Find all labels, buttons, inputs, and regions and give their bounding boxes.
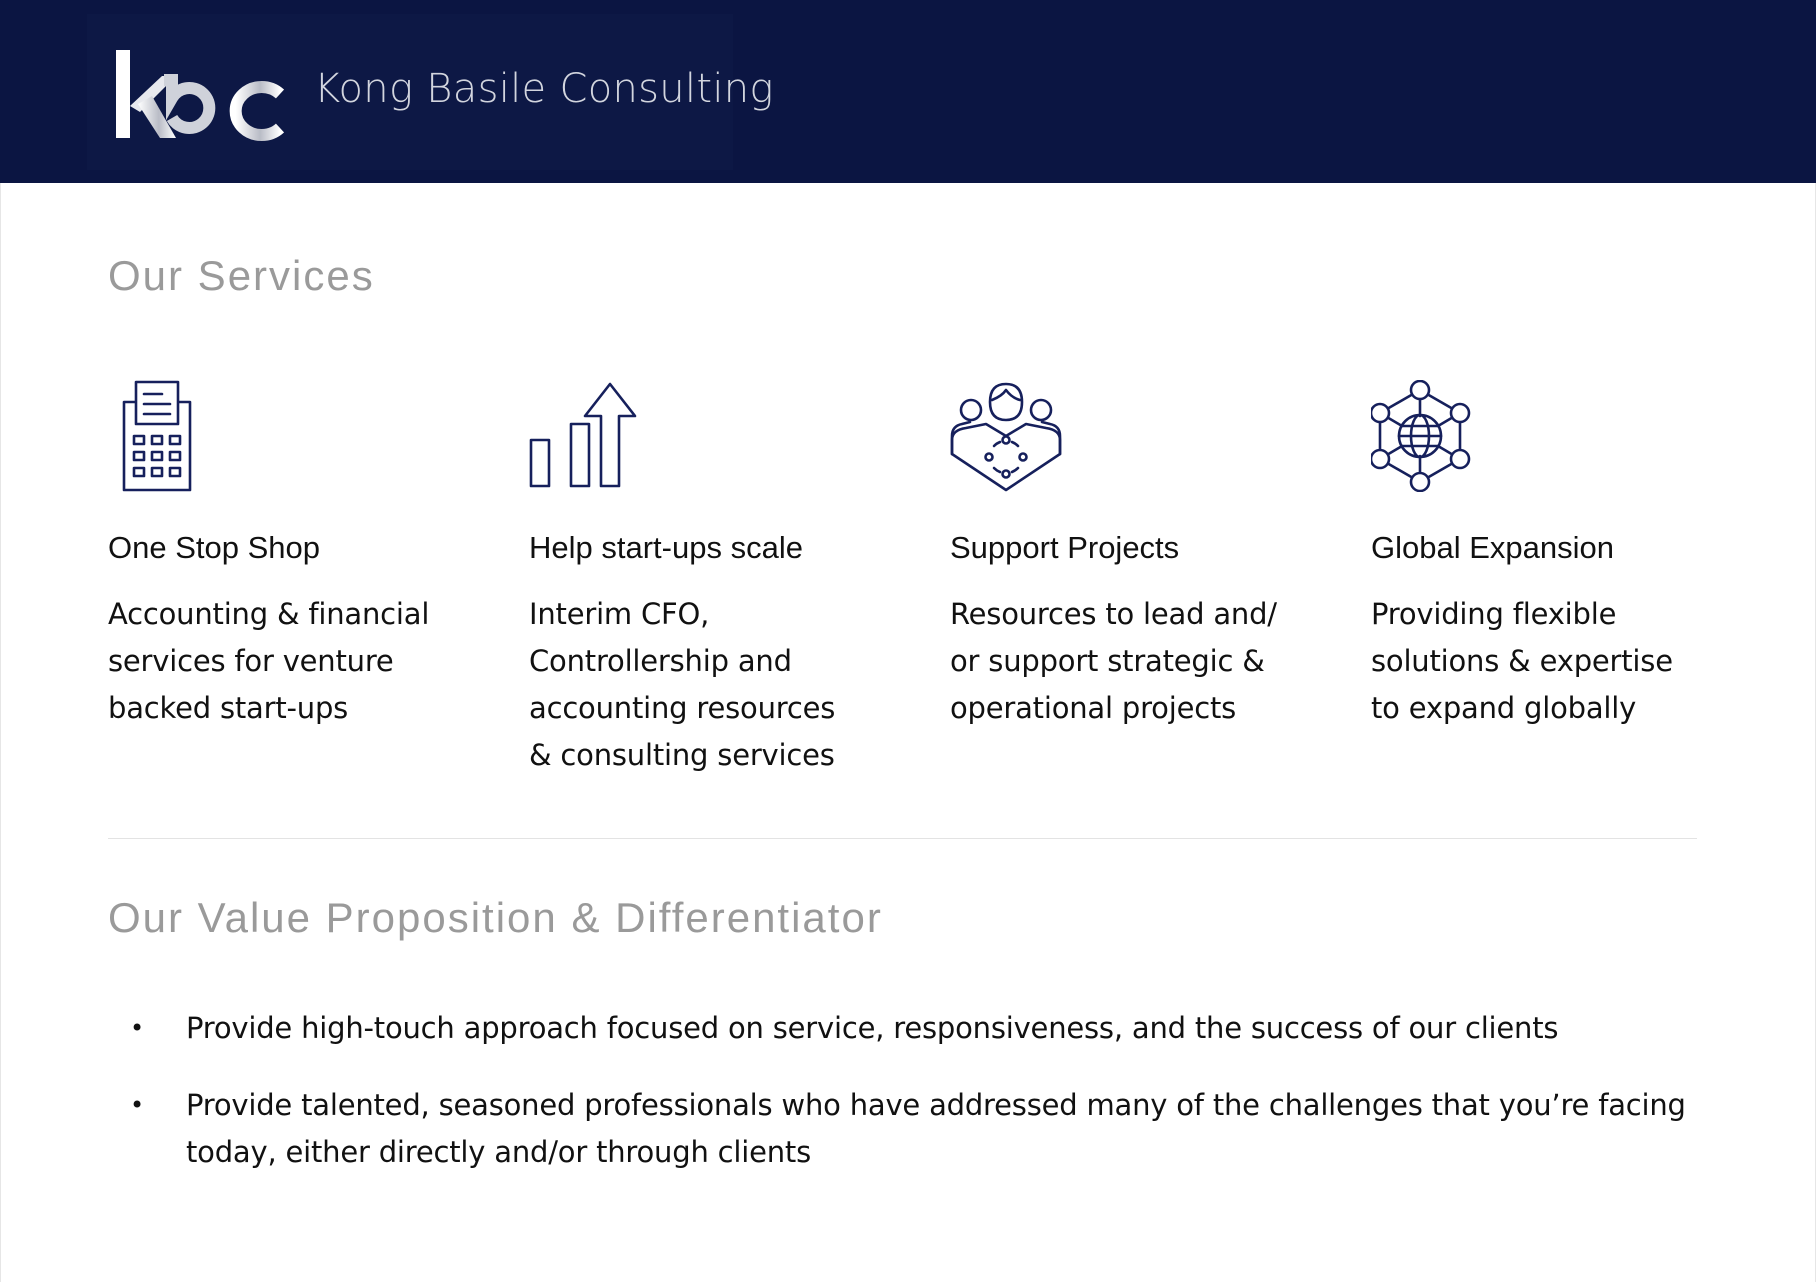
bullet-text [186,1082,1686,1176]
description-line: Accounting & financial [108,597,430,631]
description-line: or support strategic & [950,644,1265,678]
team-icon [950,380,1070,492]
description-line: Controllership and [529,644,792,678]
bullet-line: today, either directly and/or through clients [186,1135,812,1169]
bullet-icon: • [130,1014,145,1042]
service-description [529,591,889,779]
section-divider [108,838,1697,839]
list-item [130,1005,1630,1052]
description-line: to expand globally [1371,691,1637,725]
calculator-icon [108,380,228,492]
description-line: Resources to lead and/ [950,597,1277,631]
header-banner [0,0,1816,183]
description-line: Providing flexible [1371,597,1617,631]
growth-chart-icon [529,380,649,492]
service-description [1371,591,1731,732]
bullet-icon: • [130,1091,145,1119]
description-line: operational projects [950,691,1237,725]
service-title: Global Expansion [1371,530,1614,565]
bullet-text [186,1005,1686,1052]
service-description [950,591,1310,732]
description-line: & consulting services [529,738,835,772]
service-description [108,591,468,732]
bullet-line: Provide high-touch approach focused on service, responsiveness, and the success of our clients [186,1011,1559,1045]
description-line: Interim CFO, [529,597,710,631]
value-proposition-heading: Our Value Proposition & Differentiator [108,894,883,941]
service-title: Help start-ups scale [529,530,803,565]
global-network-icon [1371,380,1491,492]
service-title: Support Projects [950,530,1180,565]
kbc-logo [112,46,284,142]
description-line: accounting resources [529,691,836,725]
description-line: services for venture [108,644,394,678]
service-title: One Stop Shop [108,530,320,565]
value-bullet-list [130,1005,1686,1206]
list-item [130,1082,1686,1176]
company-name: Kong Basile Consulting [314,66,774,112]
services-heading: Our Services [108,252,375,299]
description-line: backed start-ups [108,691,349,725]
bullet-line: Provide talented, seasoned professionals who have addressed many of the challenges that you’re facing [186,1088,1686,1122]
description-line: solutions & expertise [1371,644,1673,678]
